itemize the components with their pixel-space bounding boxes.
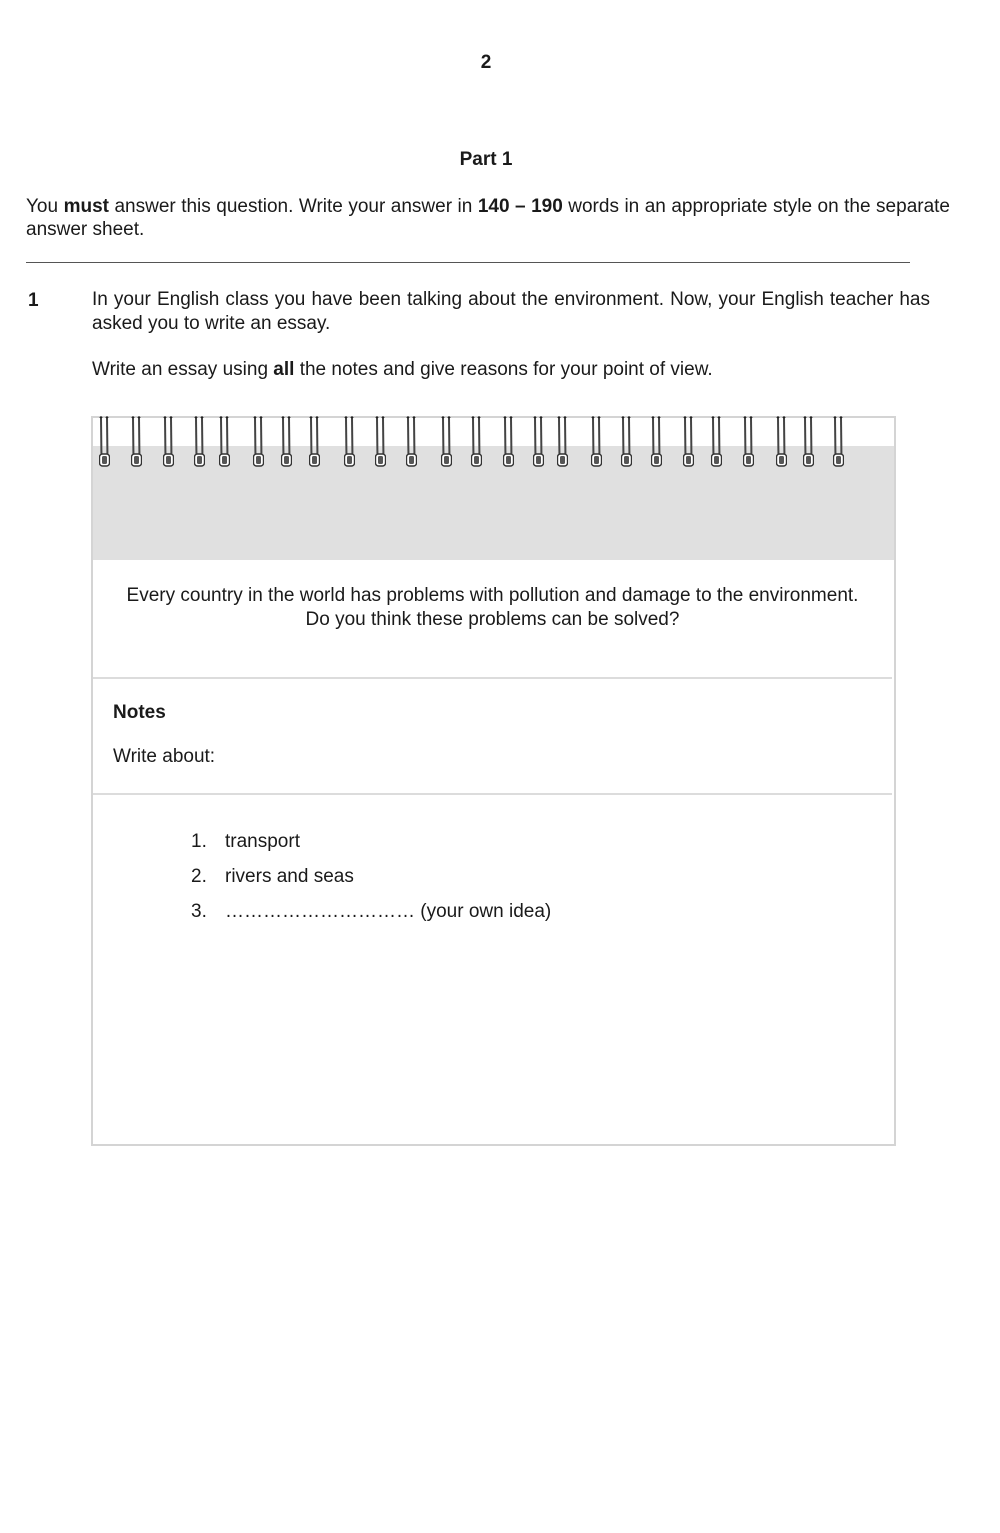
separator-rule bbox=[26, 262, 910, 263]
notebook-card bbox=[91, 416, 894, 1144]
spiral-ring-icon bbox=[309, 416, 320, 468]
task-text-1: Write an essay using bbox=[92, 359, 274, 380]
question-text: In your English class you have been talking about the environment. Now, your English teacher has asked you to write an essay. bbox=[92, 289, 930, 334]
instructions bbox=[26, 195, 950, 241]
spiral-ring-icon bbox=[683, 416, 694, 468]
spiral-ring-icon bbox=[776, 416, 787, 468]
instructions-text-3: words in an appropriate style on the separate answer sheet. bbox=[26, 196, 950, 240]
spiral-ring-icon bbox=[406, 416, 417, 468]
spiral-ring-icon bbox=[281, 416, 292, 468]
note-text: transport bbox=[225, 831, 300, 852]
spiral-ring-icon bbox=[743, 416, 754, 468]
spiral-ring-icon bbox=[194, 416, 205, 468]
spiral-ring-icon bbox=[651, 416, 662, 468]
spiral-ring-icon bbox=[219, 416, 230, 468]
divider-prompt bbox=[93, 677, 892, 679]
note-number: 2. bbox=[191, 866, 207, 887]
note-item-3 bbox=[191, 901, 551, 923]
spiral-ring-icon bbox=[131, 416, 142, 468]
note-number: 1. bbox=[191, 831, 207, 852]
spiral-ring-icon bbox=[344, 416, 355, 468]
instructions-bold-word-count: 140 – 190 bbox=[477, 196, 563, 217]
spiral-ring-icon bbox=[253, 416, 264, 468]
task-text-2: the notes and give reasons for your point of view. bbox=[294, 359, 713, 380]
spiral-ring-icon bbox=[533, 416, 544, 468]
notebook-frame bbox=[91, 416, 896, 1146]
question-task bbox=[92, 359, 930, 381]
page-number: 2 bbox=[480, 52, 492, 73]
spiral-ring-icon bbox=[803, 416, 814, 468]
note-number: 3. bbox=[191, 901, 207, 922]
spiral-ring-icon bbox=[441, 416, 452, 468]
instructions-text-2: answer this question. Write your answer in bbox=[108, 196, 478, 217]
note-item-2 bbox=[191, 866, 354, 888]
essay-prompt bbox=[91, 584, 894, 632]
spiral-ring-icon bbox=[471, 416, 482, 468]
spiral-ring-icon bbox=[711, 416, 722, 468]
spiral-ring-icon bbox=[163, 416, 174, 468]
note-item-1 bbox=[191, 831, 300, 853]
spiral-ring-icon bbox=[503, 416, 514, 468]
question-number: 1 bbox=[28, 290, 39, 311]
spiral-ring-icon bbox=[833, 416, 844, 468]
instructions-text-1: You bbox=[26, 196, 64, 217]
divider-notes bbox=[93, 793, 892, 795]
prompt-line-2: Do you think these problems can be solved? bbox=[305, 609, 680, 630]
spiral-ring-icon bbox=[375, 416, 386, 468]
spiral-ring-icon bbox=[591, 416, 602, 468]
prompt-line-1: Every country in the world has problems with pollution and damage to the environment. bbox=[126, 585, 859, 606]
note-text: rivers and seas bbox=[225, 866, 354, 887]
instructions-bold-must: must bbox=[63, 196, 109, 217]
notes-title: Notes bbox=[113, 702, 166, 723]
part-title: Part 1 bbox=[459, 149, 513, 170]
task-bold-all: all bbox=[273, 359, 295, 380]
spiral-ring-icon bbox=[99, 416, 110, 468]
spiral-ring-icon bbox=[557, 416, 568, 468]
note-text: ………………………… (your own idea) bbox=[225, 901, 552, 922]
spiral-ring-icon bbox=[621, 416, 632, 468]
write-about-label: Write about: bbox=[113, 746, 216, 767]
